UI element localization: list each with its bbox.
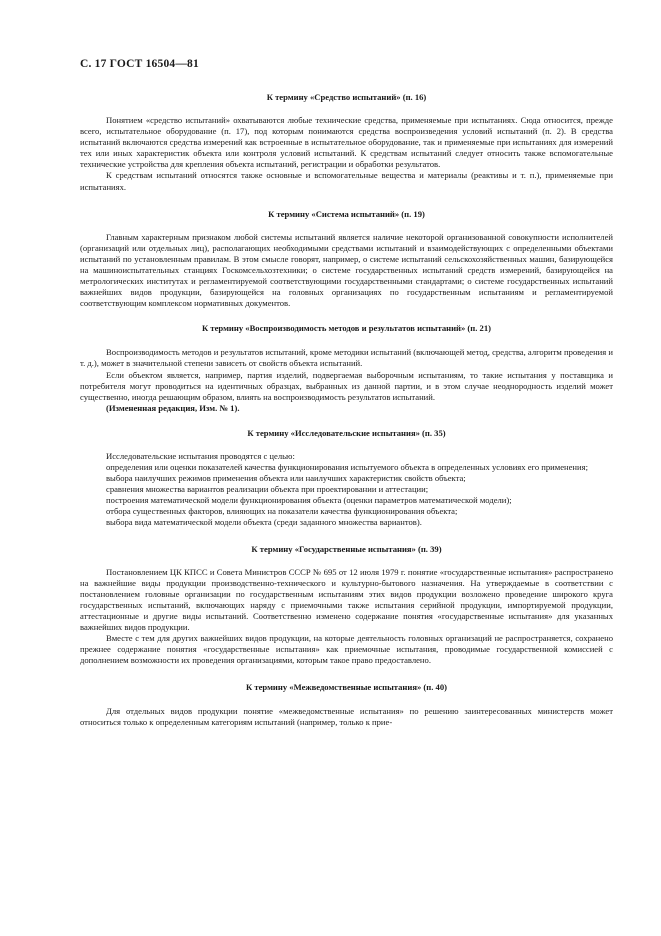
paragraph: К средствам испытаний относятся также основные и вспомогательные вещества и материалы (реактивы и т. п.), применяемые при испытаниях. (80, 170, 613, 192)
paragraph: Исследовательские испытания проводятся с целью: (106, 450, 295, 461)
section-reproducibility (80, 323, 613, 414)
paragraph: Для отдельных видов продукции понятие «межведомственные испытания» по решению заинтересованных министерств может относиться только к определенным категориям испытаний (например, только к прие- (80, 706, 613, 728)
section-title: К термину «Государственные испытания» (п. 39) (251, 543, 442, 554)
list-item: отбора существенных факторов, влияющих на показатели качества функционирования объекта; (106, 506, 458, 517)
section-title: К термину «Система испытаний» (п. 19) (268, 208, 425, 219)
list-item: определения или оценки показателей качества функционирования испытуемого объекта в определенных условиях его применения; (106, 461, 588, 472)
paragraph: Главным характерным признаком любой системы испытаний является наличие некоторой организованной совокупности исполнителей (организаций или отдельных лиц), располагающих необходимыми средствами испытаний и взаимодействующих с определенными объектами испытаний по установленным правилам. В этом смысле говорят, например, о системе испытаний сельскохозяйственных машин, базирующейся на машиноиспытательных станциях Госкомсельхозтехники; о системе государственных испытаний средств измерений, базирующейся на метрологических институтах и регламентируемой соответствующими государственными стандартами; о системе государственных испытаний важнейших видов продукции, базирующейся на головных организациях по государственным испытаниям и регламентируемой соответствующим комплексом нормативных документов. (80, 231, 613, 309)
section-research-tests (80, 428, 613, 529)
section-testing-system (80, 209, 613, 310)
section-state-tests (80, 544, 613, 667)
list-item: сравнения множества вариантов реализации объекта при проектировании и аттестации; (106, 484, 429, 495)
list-item: построения математической модели функционирования объекта (оценки параметров математической модели); (106, 495, 512, 506)
list-item: выбора вида математической модели объекта (среди заданного множества вариантов). (106, 517, 422, 528)
section-title: К термину «Средство испытаний» (п. 16) (266, 92, 427, 102)
document-body (80, 92, 613, 729)
amendment-note: (Измененная редакция, Изм. № 1). (106, 402, 240, 413)
paragraph: Воспроизводимость методов и результатов испытаний, кроме методики испытаний (включающей метод, средства, алгоритм проведения и т. д.), может в значительной степени зависеть от свойств объекта испытаний. (80, 347, 613, 369)
section-title: К термину «Воспроизводимость методов и результатов испытаний» (п. 21) (202, 323, 491, 334)
section-interdepartmental-tests (80, 682, 613, 728)
section-title: К термину «Исследовательские испытания» (п. 35) (247, 427, 446, 438)
list-item: выбора наилучших режимов применения объекта или наилучших характеристик свойств объекта; (106, 473, 466, 484)
paragraph: Если объектом является, например, партия изделий, подвергаемая выборочным испытаниям, то такие испытания у поставщика и потребителя могут проводиться на идентичных образцах, выбранных из данной партии, и в этом случае неоднородность изделий может существенно, иногда решающим образом, влиять на воспроизводимость результатов испытаний. (80, 369, 613, 402)
section-means-of-testing (80, 92, 613, 193)
section-title: К термину «Межведомственные испытания» (п. 40) (246, 682, 447, 693)
paragraph: Постановлением ЦК КПСС и Совета Министров СССР № 695 от 12 июля 1979 г. понятие «государственные испытания» распространено на важнейшие виды продукции производственно-технического и культурно-бытового назначения. На утверждаемые в соответствии с постановлением головные организации по государственным испытаниям этих видов продукции возложено проведение широкого круга государственных испытаний, включающих наряду с приемочными также испытания серийной продукции, импортируемой продукции, аттестационные и другие виды испытаний. Соответственно изменено содержание понятия «государственные испытания» для указанных важнейших видов продукции. (80, 566, 613, 632)
paragraph: Понятием «средство испытаний» охватываются любые технические средства, применяемые при испытаниях. Сюда относится, прежде всего, испытательное оборудование (п. 17), под которым понимаются средства воспроизведения условий испытаний (п. 2). В средства испытаний включаются средства измерений как встроенные в испытательное оборудование, так и применяемые при испытаниях для измерений тех или иных характеристик объекта или контроля условий испытаний. К средствам испытаний следует относить также вспомогательные технические устройства для крепления объекта испытаний, регистрации и обработки результатов. (80, 115, 613, 170)
page-header: С. 17 ГОСТ 16504—81 (80, 58, 199, 70)
paragraph: Вместе с тем для других важнейших видов продукции, на которые деятельность головных организаций не распространяется, сохранено прежнее содержание понятия «государственные испытания» как приемочные испытания, проводимые государственной комиссией с дополнением возможности их проведения организациями, которым такое право предоставлено. (80, 633, 613, 666)
